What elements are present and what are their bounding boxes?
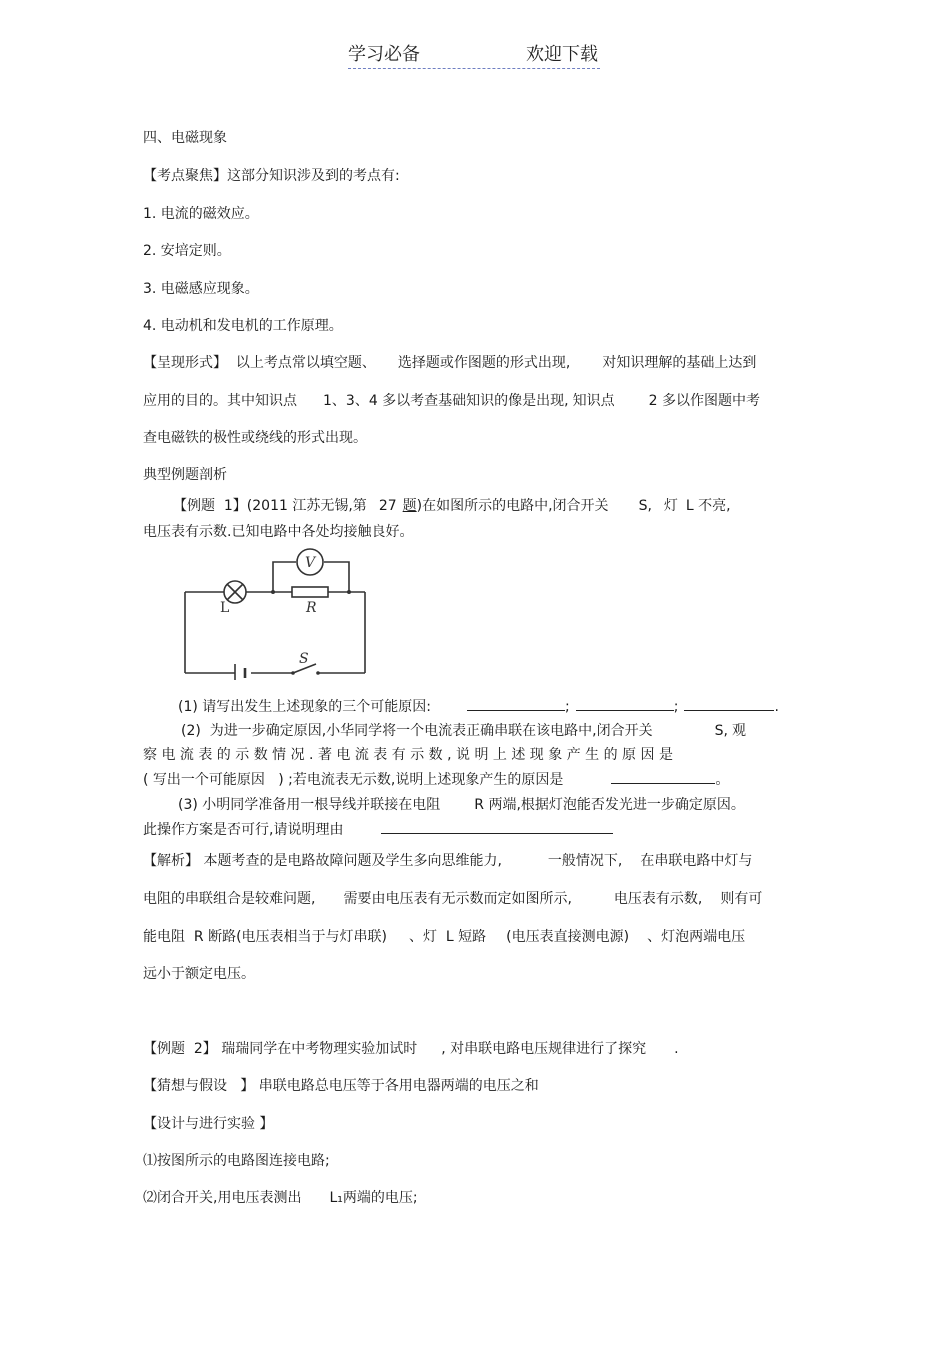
focus-item: 4. 电动机和发电机的工作原理。 bbox=[143, 318, 343, 334]
focus-heading bbox=[143, 165, 400, 185]
focus-item: 2. 安培定则。 bbox=[143, 243, 231, 259]
form-text: 选择题或作图题的形式出现, bbox=[397, 355, 571, 371]
ex1-text: 27 bbox=[378, 498, 397, 514]
q3-text: 此操作方案是否可行,请说明理由 bbox=[143, 822, 344, 838]
focus-item: 3. 电磁感应现象。 bbox=[143, 281, 259, 297]
analysis-text: 电压表有示数, bbox=[613, 891, 703, 907]
analysis-text: 能电阻 R 断路(电压表相当于与灯串联) bbox=[143, 929, 388, 945]
q3-text: R 两端,根据灯泡能否发光进一步确定原因。 bbox=[474, 797, 745, 813]
junction-dot bbox=[271, 590, 275, 594]
answer-blank[interactable] bbox=[611, 769, 715, 784]
analysis-text: 需要由电压表有无示数而定如图所示, bbox=[343, 891, 572, 907]
analysis-text: (电压表直接测电源) bbox=[506, 929, 630, 945]
q2-text: 观 bbox=[731, 723, 746, 739]
hypothesis-line bbox=[143, 1075, 539, 1095]
example1-line-1 bbox=[173, 495, 731, 515]
form-line-2 bbox=[143, 390, 760, 410]
step-text: L₁两端的电压; bbox=[329, 1190, 418, 1206]
design-heading: 【设计与进行实验 】 bbox=[143, 1116, 274, 1132]
example1-q2-line-2: 察 电 流 表 的 示 数 情 况 . 著 电 流 表 有 示 数 , 说 明 上 述 现 象 产 生 的 原 因 是 bbox=[143, 747, 673, 763]
form-text: 以上考点常以填空题、 bbox=[227, 355, 376, 371]
q2-end: 。 bbox=[715, 772, 730, 788]
page-header bbox=[348, 40, 600, 69]
example1-q2-line-3 bbox=[143, 769, 729, 789]
hypothesis-label: 【猜想与假设 】 bbox=[143, 1078, 255, 1094]
design-step: ⑴按图所示的电路图连接电路; bbox=[143, 1153, 330, 1169]
form-label: 【呈现形式】 bbox=[143, 355, 227, 371]
ex1-text: 【例题 1】(2011 江苏无锡,第 bbox=[173, 498, 367, 514]
q1-end: . bbox=[774, 699, 779, 715]
form-text: 2 多以作图题中考 bbox=[648, 393, 760, 409]
analysis-text: 、灯 L 短路 bbox=[409, 929, 487, 945]
form-text: 对知识理解的基础上达到 bbox=[602, 355, 757, 371]
answer-blank[interactable] bbox=[467, 696, 565, 711]
lamp-label: L bbox=[220, 600, 230, 616]
analysis-label: 【解析】 bbox=[143, 853, 199, 869]
typical-heading: 典型例题剖析 bbox=[143, 467, 227, 483]
q2-text: S, bbox=[714, 723, 728, 739]
analysis-text: 一般情况下, bbox=[547, 853, 623, 869]
switch-label: S bbox=[299, 651, 309, 667]
focus-label: 【考点聚焦】 bbox=[143, 168, 227, 184]
hypothesis-text: 串联电路总电压等于各用电器两端的电压之和 bbox=[254, 1078, 539, 1094]
resistor-label: R bbox=[306, 600, 317, 616]
example1-q3-line-2 bbox=[143, 819, 613, 839]
q1-sep: ; bbox=[565, 699, 570, 715]
ex2-text: , 对串联电路电压规律进行了探究 bbox=[441, 1041, 647, 1057]
header-right-text: 欢迎下载 bbox=[526, 44, 598, 65]
step-text: ⑵闭合开关,用电压表测出 bbox=[143, 1190, 302, 1206]
analysis-text: 则有可 bbox=[720, 891, 763, 907]
analysis-text: 在串联电路中灯与 bbox=[640, 853, 753, 869]
resistor-symbol bbox=[292, 587, 328, 597]
answer-blank[interactable] bbox=[684, 696, 774, 711]
ex1-text: 灯 bbox=[663, 498, 678, 514]
q1-text: (1) 请写出发生上述现象的三个可能原因: bbox=[178, 699, 431, 715]
example1-q2-line-1 bbox=[181, 720, 746, 740]
analysis-line-4: 远小于额定电压。 bbox=[143, 966, 255, 982]
analysis-line-2 bbox=[143, 888, 762, 908]
q2-text: ( 写出一个可能原因 ) ;若电流表无示数,说明上述现象产生的原因是 bbox=[143, 772, 564, 788]
example2-line-1 bbox=[143, 1038, 679, 1058]
form-text: 知识点 bbox=[572, 393, 615, 409]
focus-item: 1. 电流的磁效应。 bbox=[143, 206, 259, 222]
switch-contact bbox=[316, 671, 320, 675]
form-text: 1、3、4 多以考查基础知识的像是出现, bbox=[323, 393, 569, 409]
header-left-text: 学习必备 bbox=[348, 44, 420, 65]
form-line-1 bbox=[143, 352, 756, 372]
q1-sep: ; bbox=[673, 699, 679, 715]
design-step bbox=[143, 1187, 418, 1207]
junction-dot bbox=[347, 590, 351, 594]
ex1-text: L 不亮, bbox=[685, 498, 731, 514]
circuit-diagram bbox=[175, 540, 375, 680]
example1-line-2: 电压表有示数.已知电路中各处均接触良好。 bbox=[143, 524, 414, 540]
analysis-text: 、灯泡两端电压 bbox=[647, 929, 746, 945]
ex2-text: . bbox=[674, 1041, 679, 1057]
example1-q1 bbox=[178, 696, 779, 716]
example1-q3-line-1 bbox=[178, 794, 745, 814]
ex2-text: 【例题 2】 瑞瑞同学在中考物理实验加试时 bbox=[143, 1041, 418, 1057]
ex1-text: S, bbox=[638, 498, 652, 514]
answer-blank[interactable] bbox=[381, 819, 613, 834]
form-line-3: 查电磁铁的极性或绕线的形式出现。 bbox=[143, 430, 367, 446]
form-text: 应用的目的。其中知识点 bbox=[143, 393, 297, 409]
ex1-text: 题 bbox=[402, 498, 417, 514]
voltmeter-label: V bbox=[304, 555, 316, 571]
analysis-text: 电阻的串联组合是较难问题, bbox=[143, 891, 316, 907]
q3-text: (3) 小明同学准备用一根导线并联接在电阻 bbox=[178, 797, 441, 813]
switch-contact bbox=[291, 671, 295, 675]
section-title: 四、电磁现象 bbox=[143, 130, 227, 146]
analysis-line-3 bbox=[143, 926, 745, 946]
focus-intro: 这部分知识涉及到的考点有: bbox=[227, 168, 400, 184]
analysis-text: 本题考查的是电路故障问题及学生多向思维能力, bbox=[199, 853, 502, 869]
q2-text: (2) 为进一步确定原因,小华同学将一个电流表正确串联在该电路中,闭合开关 bbox=[181, 723, 653, 739]
ex1-text: )在如图所示的电路中,闭合开关 bbox=[416, 498, 609, 514]
answer-blank[interactable] bbox=[576, 696, 674, 711]
analysis-line-1 bbox=[143, 850, 752, 870]
